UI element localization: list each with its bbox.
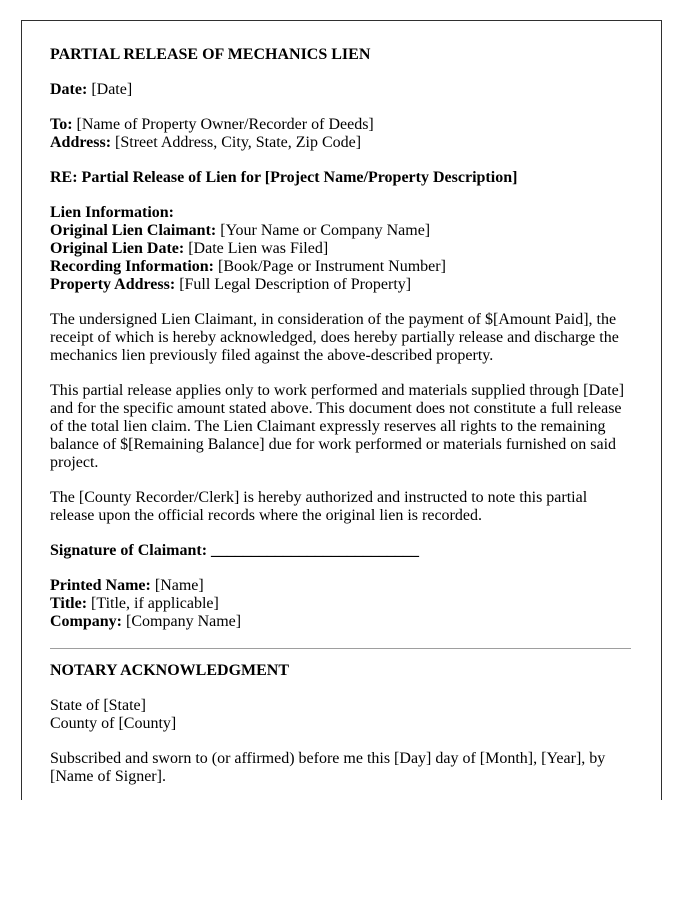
company-label: Company: bbox=[50, 613, 123, 630]
to-value: [Name of Property Owner/Recorder of Deeds] bbox=[76, 116, 374, 133]
section-divider bbox=[50, 648, 631, 649]
printed-name-line bbox=[50, 577, 631, 595]
title-value: [Title, if applicable] bbox=[91, 595, 219, 612]
lien-claimant-line bbox=[50, 222, 631, 240]
lien-date-line bbox=[50, 240, 631, 258]
lien-date-value: [Date Lien was Filed] bbox=[188, 240, 329, 257]
recording-info-label: Recording Information: bbox=[50, 258, 214, 275]
date-block bbox=[50, 81, 631, 99]
property-address-value: [Full Legal Description of Property] bbox=[179, 276, 412, 293]
notary-county-line: County of [County] bbox=[50, 715, 177, 732]
signature-line-row bbox=[50, 542, 631, 560]
document-title: PARTIAL RELEASE OF MECHANICS LIEN bbox=[50, 46, 371, 63]
notary-heading-block bbox=[50, 662, 631, 680]
signature-block bbox=[50, 542, 631, 560]
signatory-block bbox=[50, 577, 631, 631]
signature-line: __________________________ bbox=[211, 542, 420, 559]
company-line bbox=[50, 613, 631, 631]
recorder-paragraph: The [County Recorder/Clerk] is hereby authorized and instructed to note this partial release upon the official records where the original lien is recorded. bbox=[50, 489, 588, 524]
re-line: RE: Partial Release of Lien for [Project Name/Property Description] bbox=[50, 169, 518, 186]
re-block bbox=[50, 169, 631, 187]
recipient-block bbox=[50, 116, 631, 152]
notary-heading: NOTARY ACKNOWLEDGMENT bbox=[50, 662, 290, 679]
lien-info-block bbox=[50, 204, 631, 294]
printed-name-value: [Name] bbox=[154, 577, 204, 594]
printed-name-label: Printed Name: bbox=[50, 577, 151, 594]
address-value: [Street Address, City, State, Zip Code] bbox=[115, 134, 362, 151]
property-address-line bbox=[50, 276, 631, 294]
company-value: [Company Name] bbox=[126, 613, 242, 630]
date-label: Date: bbox=[50, 81, 88, 98]
recording-info-line bbox=[50, 258, 631, 276]
release-paragraph: The undersigned Lien Claimant, in consideration of the payment of $[Amount Paid], the receipt of which is hereby acknowledged, does hereby partially release and discharge the mechanics lien previously filed against the above-described property. bbox=[50, 311, 619, 364]
lien-release-document bbox=[21, 20, 662, 800]
to-label: To: bbox=[50, 116, 73, 133]
notary-venue-block bbox=[50, 697, 631, 733]
address-label: Address: bbox=[50, 134, 112, 151]
to-line bbox=[50, 116, 631, 134]
notary-state-line: State of [State] bbox=[50, 697, 146, 714]
signature-label: Signature of Claimant: bbox=[50, 542, 208, 559]
date-line bbox=[50, 81, 631, 99]
recording-info-value: [Book/Page or Instrument Number] bbox=[217, 258, 446, 275]
title-label: Title: bbox=[50, 595, 88, 612]
lien-date-label: Original Lien Date: bbox=[50, 240, 185, 257]
lien-info-heading: Lien Information: bbox=[50, 204, 174, 221]
notary-paragraph: Subscribed and sworn to (or affirmed) before me this [Day] day of [Month], [Year], by [Name of Signer]. bbox=[50, 750, 606, 785]
address-line bbox=[50, 134, 631, 152]
title-block bbox=[50, 46, 631, 64]
title-line bbox=[50, 595, 631, 613]
property-address-label: Property Address: bbox=[50, 276, 176, 293]
scope-paragraph: This partial release applies only to work performed and materials supplied through [Date] and for the specific amount stated above. This document does not constitute a full release of the total lien claim. The Lien Claimant expressly reserves all rights to the remaining balance of $[Remaining Balance] due for work performed or materials furnished on said project. bbox=[50, 382, 625, 471]
date-value: [Date] bbox=[91, 81, 133, 98]
lien-claimant-label: Original Lien Claimant: bbox=[50, 222, 217, 239]
lien-claimant-value: [Your Name or Company Name] bbox=[220, 222, 431, 239]
